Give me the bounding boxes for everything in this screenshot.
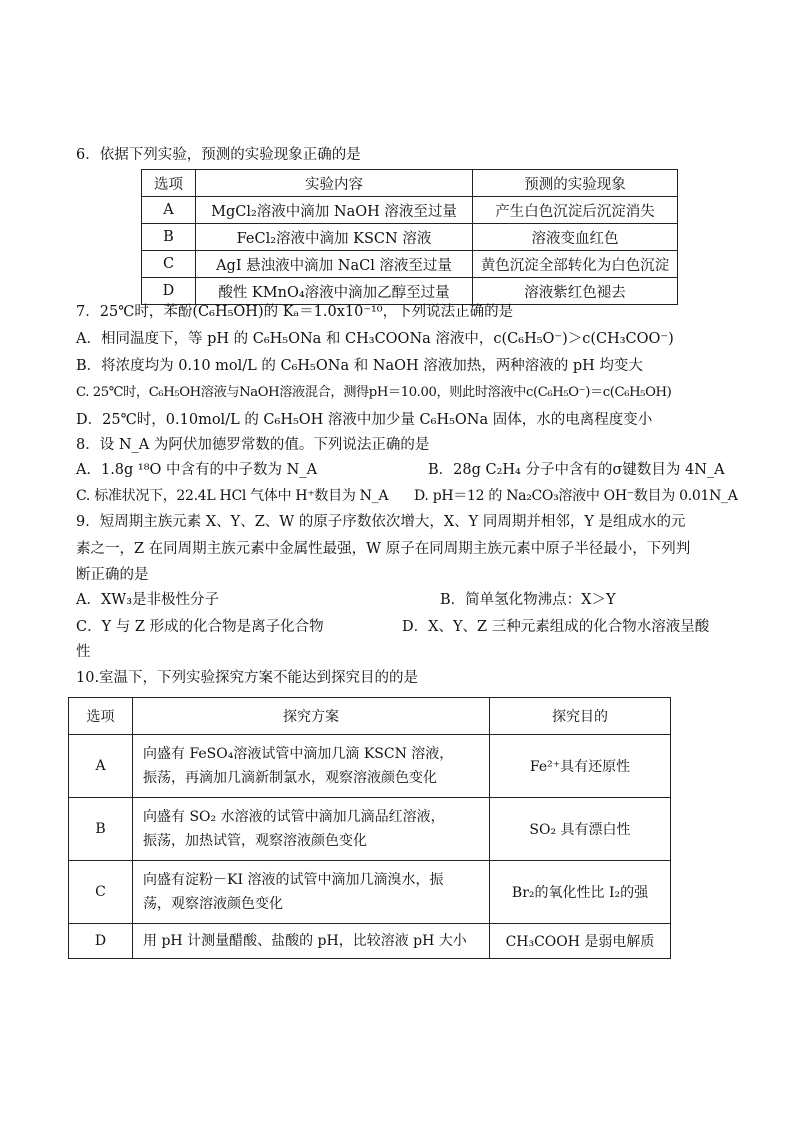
plan-line: 荡，观察溶液颜色变化 bbox=[143, 896, 283, 912]
option-cell: B bbox=[69, 798, 133, 861]
table-row bbox=[69, 861, 671, 924]
content-cell: 酸性 KMnO₄溶液中滴加乙醇至过量 bbox=[196, 278, 473, 305]
q9-stem-line1: 9．短周期主族元素 X、Y、Z、W 的原子序数依次增大，X、Y 同周期并相邻，Y 是组成水的元 bbox=[76, 514, 686, 530]
content-cell: FeCl₂溶液中滴加 KSCN 溶液 bbox=[196, 224, 473, 251]
plan-cell bbox=[133, 861, 490, 924]
plan-line: 向盛有淀粉－KI 溶液的试管中滴加几滴溴水，振 bbox=[143, 872, 444, 888]
col-header: 实验内容 bbox=[196, 170, 473, 197]
q10-stem: 10.室温下，下列实验探究方案不能达到探究目的的是 bbox=[76, 670, 419, 686]
option-cell: C bbox=[142, 251, 196, 278]
q8-option-b: B．28g C₂H₄ 分子中含有的σ键数目为 4N_A bbox=[428, 462, 725, 478]
q7-option-a: A．相同温度下，等 pH 的 C₆H₅ONa 和 CH₃COONa 溶液中，c(C₆H₅O⁻)＞c(CH₃COO⁻) bbox=[76, 331, 674, 347]
goal-cell: Br₂的氧化性比 I₂的强 bbox=[490, 861, 671, 924]
q9-option-d: D．X、Y、Z 三种元素组成的化合物水溶液呈酸 bbox=[402, 619, 710, 635]
content-cell: MgCl₂溶液中滴加 NaOH 溶液至过量 bbox=[196, 197, 473, 224]
goal-cell: Fe²⁺具有还原性 bbox=[490, 735, 671, 798]
q9-stem-line2: 素之一，Z 在同周期主族元素中金属性最强，W 原子在同周期主族元素中原子半径最小，下列判 bbox=[76, 541, 691, 557]
table-header-row bbox=[142, 170, 678, 197]
col-header: 选项 bbox=[69, 698, 133, 735]
col-header: 预测的实验现象 bbox=[473, 170, 678, 197]
plan-line: 用 pH 计测量醋酸、盐酸的 pH，比较溶液 pH 大小 bbox=[143, 933, 467, 949]
phenomenon-cell: 黄色沉淀全部转化为白色沉淀 bbox=[473, 251, 678, 278]
plan-line: 向盛有 FeSO₄溶液试管中滴加几滴 KSCN 溶液， bbox=[143, 746, 454, 762]
option-cell: D bbox=[69, 924, 133, 959]
phenomenon-cell: 产生白色沉淀后沉淀消失 bbox=[473, 197, 678, 224]
table-row bbox=[142, 251, 678, 278]
q7-stem: 7．25℃时，苯酚(C₆H₅OH)的 Kₐ＝1.0x10⁻¹⁰，下列说法正确的是 bbox=[76, 304, 514, 320]
q7-option-d: D．25℃时，0.10mol/L 的 C₆H₅OH 溶液中加少量 C₆H₅ONa 固体，水的电离程度变小 bbox=[76, 412, 653, 428]
table-row bbox=[69, 798, 671, 861]
option-cell: A bbox=[69, 735, 133, 798]
option-cell: A bbox=[142, 197, 196, 224]
content-cell: AgI 悬浊液中滴加 NaCl 溶液至过量 bbox=[196, 251, 473, 278]
goal-cell: CH₃COOH 是弱电解质 bbox=[490, 924, 671, 959]
q7-option-b: B．将浓度均为 0.10 mol/L 的 C₆H₅ONa 和 NaOH 溶液加热，两种溶液的 pH 均变大 bbox=[76, 358, 643, 374]
table-row bbox=[69, 735, 671, 798]
q9-option-b: B．简单氢化物沸点：X＞Y bbox=[440, 592, 616, 608]
q9-option-a: A．XW₃是非极性分子 bbox=[76, 592, 220, 608]
q8-option-a: A．1.8g ¹⁸O 中含有的中子数为 N_A bbox=[76, 462, 318, 478]
phenomenon-cell: 溶液变血红色 bbox=[473, 224, 678, 251]
q6-stem: 6．依据下列实验，预测的实验现象正确的是 bbox=[76, 147, 361, 163]
table-row bbox=[69, 924, 671, 959]
table-row bbox=[142, 224, 678, 251]
col-header: 探究方案 bbox=[133, 698, 490, 735]
q7-option-c: C. 25℃时，C₆H₅OH溶液与NaOH溶液混合，测得pH＝10.00，则此时溶液中c(C₆H₅O⁻)＝c(C₆H₅OH) bbox=[76, 385, 672, 400]
table-row bbox=[142, 197, 678, 224]
option-cell: B bbox=[142, 224, 196, 251]
plan-cell bbox=[133, 798, 490, 861]
table-header-row bbox=[69, 698, 671, 735]
plan-line: 向盛有 SO₂ 水溶液的试管中滴加几滴品红溶液， bbox=[143, 809, 445, 825]
col-header: 探究目的 bbox=[490, 698, 671, 735]
phenomenon-cell: 溶液紫红色褪去 bbox=[473, 278, 678, 305]
q8-stem: 8．设 N_A 为阿伏加德罗常数的值。下列说法正确的是 bbox=[76, 437, 430, 453]
option-cell: C bbox=[69, 861, 133, 924]
q9-stem-line3: 断正确的是 bbox=[76, 567, 149, 583]
col-header: 选项 bbox=[142, 170, 196, 197]
plan-cell bbox=[133, 735, 490, 798]
q9-option-c: C．Y 与 Z 形成的化合物是离子化合物 bbox=[76, 619, 324, 635]
goal-cell: SO₂ 具有漂白性 bbox=[490, 798, 671, 861]
option-cell: D bbox=[142, 278, 196, 305]
plan-line: 振荡，再滴加几滴新制氯水，观察溶液颜色变化 bbox=[143, 770, 437, 786]
q8-option-d: D. pH＝12 的 Na₂CO₃溶液中 OH⁻数目为 0.01N_A bbox=[414, 488, 738, 504]
q8-option-c: C. 标准状况下，22.4L HCl 气体中 H⁺数目为 N_A bbox=[76, 488, 389, 504]
plan-cell bbox=[133, 924, 490, 959]
q9-option-d-continued: 性 bbox=[76, 644, 91, 660]
table-row bbox=[142, 278, 678, 305]
plan-line: 振荡，加热试管，观察溶液颜色变化 bbox=[143, 833, 367, 849]
q6-table bbox=[141, 169, 678, 305]
q10-table bbox=[68, 697, 671, 959]
